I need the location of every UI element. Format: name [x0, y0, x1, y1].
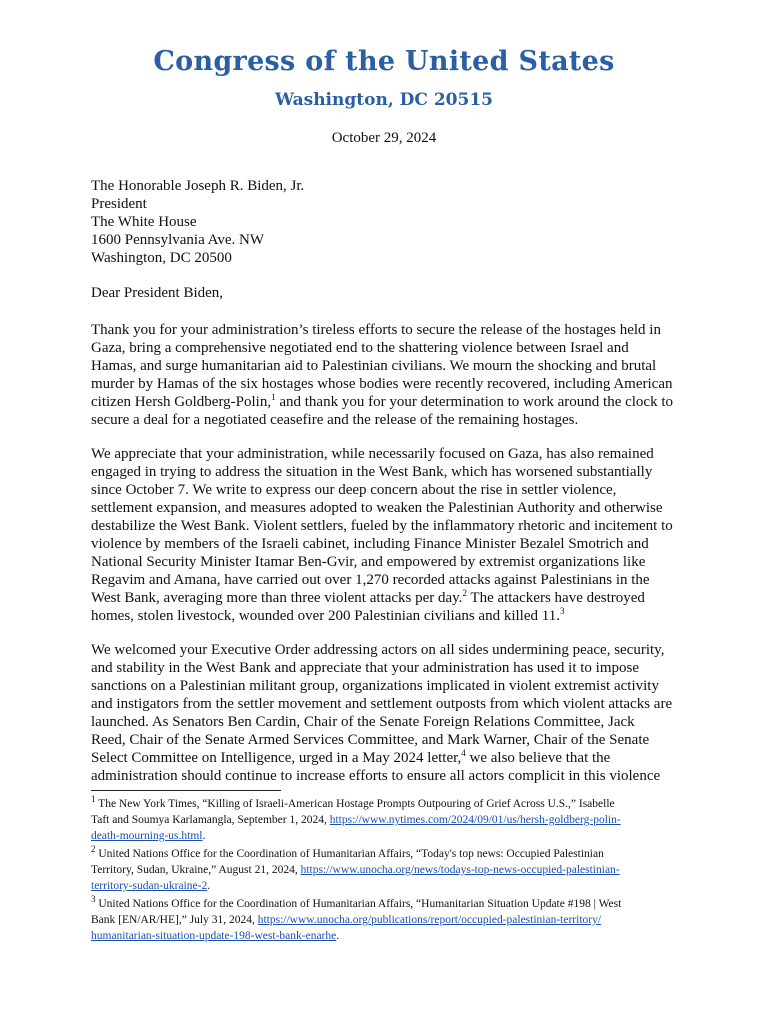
address-line: President — [91, 196, 147, 212]
recipient-address — [91, 177, 304, 267]
text-segment: The attackers have destroyed — [466, 590, 645, 606]
footnote-text: United Nations Office for the Coordination of Humanitarian Affairs, “Humanitarian Situation Update #198 | West — [95, 898, 622, 910]
footnote-1 — [91, 796, 681, 844]
footnote-text: Taft and Soumya Karlamangla, September 1, 2024, — [91, 814, 330, 826]
text-line — [91, 589, 681, 607]
text-line: sanctions on a Palestinian militant group, organizations implicated in violent extremist activity — [91, 678, 659, 694]
footnote-link[interactable]: https://www.unocha.org/publications/report/occupied-palestinian-territory/ — [257, 914, 602, 926]
footnote-ref[interactable]: 4 — [461, 748, 466, 758]
footnote-text: . — [202, 830, 206, 842]
text-line: administration should continue to increase efforts to ensure all actors complicit in this violence — [91, 768, 661, 784]
text-segment: and thank you for your determination to work around the clock to — [275, 394, 674, 410]
footnote-2 — [91, 846, 681, 894]
footnote-divider — [91, 790, 281, 791]
text-line: We appreciate that your administration, while necessarily focused on Gaza, has also remained — [91, 446, 654, 462]
text-line: murder by Hamas of the six hostages whose bodies were recently recovered, including American — [91, 376, 673, 392]
text-line: secure a deal for a negotiated ceasefire and the release of the remaining hostages. — [91, 412, 579, 428]
footnote-ref[interactable]: 1 — [271, 392, 276, 402]
footnote-link[interactable]: https://www.unocha.org/news/todays-top-news-occupied-palestinian- — [300, 864, 620, 876]
footnote-ref[interactable]: 2 — [462, 588, 467, 598]
text-line: and stability in the West Bank and appreciate that your administration has used it to impose — [91, 660, 639, 676]
text-line: destabilize the West Bank. Violent settlers, fueled by the inflammatory rhetoric and incitement to — [91, 518, 673, 534]
letter-date: October 29, 2024 — [331, 130, 437, 146]
footnote-line — [91, 796, 681, 812]
text-segment: Select Committee on Intelligence, urged in a May 2024 letter, — [91, 750, 462, 766]
footnote-line — [91, 912, 681, 928]
footnote-mark: 3 — [91, 894, 96, 905]
address-line: Washington, DC 20500 — [91, 250, 232, 266]
letterhead-subtitle: Washington, DC 20515 — [275, 90, 493, 110]
text-line: violence by members of the Israeli cabinet, including Finance Minister Bezalel Smotrich and — [91, 536, 649, 552]
footnote-link[interactable]: death-mourning-us.html — [91, 830, 203, 842]
footnote-line — [91, 812, 681, 828]
footnote-line — [91, 928, 681, 944]
footnote-text: . — [207, 880, 211, 892]
footnote-text: . — [336, 930, 340, 942]
text-line: launched. As Senators Ben Cardin, Chair of the Senate Foreign Relations Committee, Jack — [91, 714, 635, 730]
footnote-line — [91, 828, 681, 844]
footnote-mark: 1 — [91, 794, 96, 805]
footnote-link[interactable]: https://www.nytimes.com/2024/09/01/us/hersh-goldberg-polin- — [329, 814, 621, 826]
text-line: We welcomed your Executive Order addressing actors on all sides undermining peace, security, — [91, 642, 665, 658]
footnotes — [91, 796, 681, 946]
text-segment: West Bank, averaging more than three violent attacks per day. — [91, 590, 463, 606]
text-segment: citizen Hersh Goldberg-Polin, — [91, 394, 272, 410]
address-line: 1600 Pennsylvania Ave. NW — [91, 232, 265, 248]
text-line: and instigators from the settler movement and settlement outposts from which violent attacks are — [91, 696, 673, 712]
text-line: Gaza, bring a comprehensive negotiated end to the shattering violence between Israel and — [91, 340, 629, 356]
text-segment: we also believe that the — [465, 750, 611, 766]
letterhead — [0, 44, 768, 112]
footnote-link[interactable]: territory-sudan-ukraine-2 — [91, 880, 208, 892]
text-line: engaged in trying to address the situation in the West Bank, which has worsened substantially — [91, 464, 653, 480]
footnote-text: United Nations Office for the Coordination of Humanitarian Affairs, “Today's top news: Occupied Palestinian — [95, 848, 604, 860]
footnote-line — [91, 896, 681, 912]
text-line: Hamas, and surge humanitarian aid to Palestinian civilians. We mourn the shocking and brutal — [91, 358, 657, 374]
text-line: settlement expansion, and measures adopted to weaken the Palestinian Authority and otherwise — [91, 500, 663, 516]
footnote-text: Territory, Sudan, Ukraine,” August 21, 2024, — [91, 864, 301, 876]
text-line — [91, 393, 681, 411]
footnote-ref[interactable]: 3 — [559, 606, 565, 616]
footnote-line — [91, 862, 681, 878]
address-line: The White House — [91, 214, 197, 230]
body-paragraph-3 — [91, 641, 681, 785]
text-line — [91, 607, 681, 625]
footnote-text: Bank [EN/AR/HE],” July 31, 2024, — [91, 914, 258, 926]
text-segment: homes, stolen livestock, wounded over 200 Palestinian civilians and killed 11. — [91, 608, 560, 624]
text-line: since October 7. We write to express our deep concern about the rise in settler violence, — [91, 482, 617, 498]
salutation: Dear President Biden, — [91, 285, 224, 301]
letterhead-title: Congress of the United States — [153, 46, 615, 77]
text-line — [91, 749, 681, 767]
footnote-text: The New York Times, “Killing of Israeli-American Hostage Prompts Outpouring of Grief Across U.S.,” Isabelle — [95, 798, 615, 810]
footnote-3 — [91, 896, 681, 944]
body-paragraph-2 — [91, 445, 681, 625]
text-line: Thank you for your administration’s tireless efforts to secure the release of the hostages held in — [91, 322, 661, 338]
text-line: Regavim and Amana, have carried out over 1,270 recorded attacks against Palestinians in the — [91, 572, 650, 588]
address-line: The Honorable Joseph R. Biden, Jr. — [91, 178, 305, 194]
text-line: National Security Minister Itamar Ben-Gvir, and empowered by extremist organizations like — [91, 554, 646, 570]
footnote-mark: 2 — [91, 844, 96, 855]
footnote-link[interactable]: humanitarian-situation-update-198-west-bank-enarhe — [91, 930, 337, 942]
body-paragraph-1 — [91, 321, 681, 429]
footnote-line — [91, 878, 681, 894]
text-line: Reed, Chair of the Senate Armed Services Committee, and Mark Warner, Chair of the Senate — [91, 732, 650, 748]
footnote-line — [91, 846, 681, 862]
